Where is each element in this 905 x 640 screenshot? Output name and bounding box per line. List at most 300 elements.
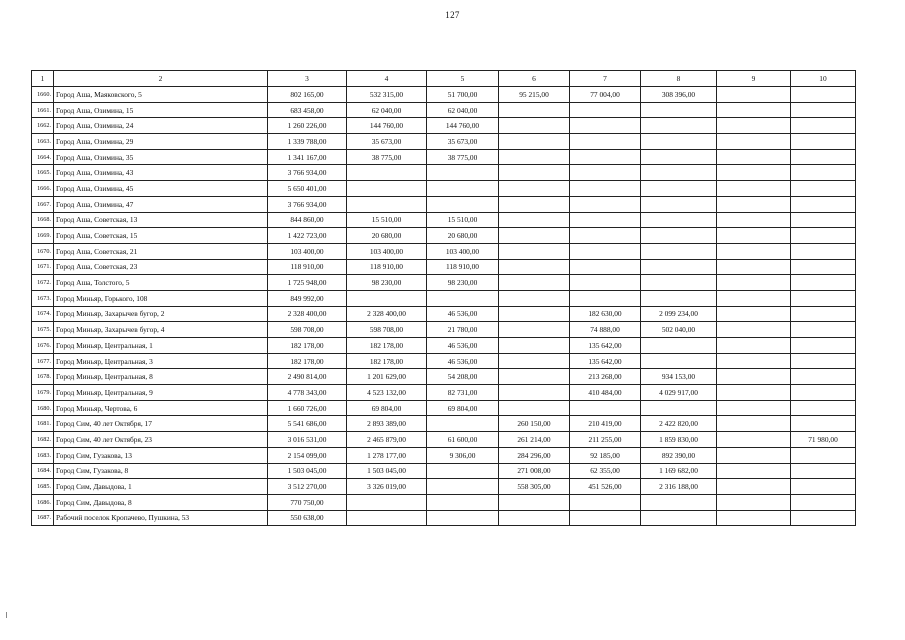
address: Город Аша, Озимина, 47	[54, 196, 268, 212]
col-7-value: 210 419,00	[570, 416, 641, 432]
col-8-value: 2 099 234,00	[641, 306, 717, 322]
column-header: 2	[54, 71, 268, 87]
col-8-value	[641, 196, 717, 212]
address: Город Миньяр, Захарычев бугор, 2	[54, 306, 268, 322]
address: Город Аша, Толстого, 5	[54, 275, 268, 291]
col-3-value: 598 708,00	[268, 322, 347, 338]
column-header: 10	[791, 71, 856, 87]
col-3-value: 1 422 723,00	[268, 228, 347, 244]
col-7-value	[570, 102, 641, 118]
col-4-value	[347, 290, 427, 306]
col-4-value: 2 328 400,00	[347, 306, 427, 322]
table-row	[32, 369, 856, 385]
col-4-value: 103 400,00	[347, 243, 427, 259]
col-7-value	[570, 259, 641, 275]
col-8-value	[641, 212, 717, 228]
row-number: 1670.	[32, 243, 54, 259]
address: Город Аша, Советская, 15	[54, 228, 268, 244]
col-4-value	[347, 165, 427, 181]
col-4-value: 69 804,00	[347, 400, 427, 416]
col-7-value	[570, 228, 641, 244]
row-number: 1663.	[32, 134, 54, 150]
column-header: 1	[32, 71, 54, 87]
col-7-value	[570, 118, 641, 134]
col-6-value	[499, 181, 570, 197]
col-10-value	[791, 181, 856, 197]
col-6-value	[499, 196, 570, 212]
col-6-value: 260 150,00	[499, 416, 570, 432]
col-4-value	[347, 181, 427, 197]
col-4-value: 182 178,00	[347, 353, 427, 369]
col-9-value	[717, 416, 791, 432]
col-9-value	[717, 369, 791, 385]
col-5-value: 69 804,00	[427, 400, 499, 416]
col-10-value	[791, 149, 856, 165]
address: Город Миньяр, Захарычев бугор, 4	[54, 322, 268, 338]
col-4-value: 98 230,00	[347, 275, 427, 291]
table-row	[32, 149, 856, 165]
col-8-value	[641, 275, 717, 291]
table-row	[32, 322, 856, 338]
col-10-value	[791, 510, 856, 526]
table-row	[32, 463, 856, 479]
col-6-value	[499, 165, 570, 181]
col-8-value	[641, 494, 717, 510]
col-5-value	[427, 165, 499, 181]
col-9-value	[717, 494, 791, 510]
col-10-value	[791, 400, 856, 416]
col-9-value	[717, 306, 791, 322]
col-8-value	[641, 181, 717, 197]
col-8-value: 502 040,00	[641, 322, 717, 338]
col-4-value: 532 315,00	[347, 87, 427, 103]
col-5-value: 61 600,00	[427, 432, 499, 448]
col-6-value	[499, 385, 570, 401]
col-3-value: 2 328 400,00	[268, 306, 347, 322]
col-9-value	[717, 134, 791, 150]
table-row	[32, 87, 856, 103]
row-number: 1669.	[32, 228, 54, 244]
col-9-value	[717, 447, 791, 463]
col-3-value: 1 339 788,00	[268, 134, 347, 150]
col-9-value	[717, 149, 791, 165]
col-10-value	[791, 228, 856, 244]
col-8-value: 1 169 682,00	[641, 463, 717, 479]
col-4-value: 1 201 629,00	[347, 369, 427, 385]
col-7-value	[570, 243, 641, 259]
col-8-value: 2 422 820,00	[641, 416, 717, 432]
col-5-value: 9 306,00	[427, 447, 499, 463]
col-9-value	[717, 181, 791, 197]
col-7-value	[570, 212, 641, 228]
table-row	[32, 134, 856, 150]
col-6-value	[499, 400, 570, 416]
col-10-value	[791, 306, 856, 322]
col-5-value: 35 673,00	[427, 134, 499, 150]
row-number: 1683.	[32, 447, 54, 463]
column-header: 3	[268, 71, 347, 87]
table-row	[32, 243, 856, 259]
address: Город Аша, Озимина, 35	[54, 149, 268, 165]
col-4-value: 598 708,00	[347, 322, 427, 338]
col-8-value	[641, 149, 717, 165]
col-6-value	[499, 290, 570, 306]
col-6-value: 284 296,00	[499, 447, 570, 463]
col-5-value	[427, 479, 499, 495]
col-3-value: 1 260 226,00	[268, 118, 347, 134]
col-10-value	[791, 338, 856, 354]
col-3-value: 802 165,00	[268, 87, 347, 103]
col-3-value: 118 910,00	[268, 259, 347, 275]
col-5-value: 118 910,00	[427, 259, 499, 275]
row-number: 1666.	[32, 181, 54, 197]
row-number: 1682.	[32, 432, 54, 448]
col-6-value: 95 215,00	[499, 87, 570, 103]
col-9-value	[717, 479, 791, 495]
col-8-value: 1 859 830,00	[641, 432, 717, 448]
col-7-value: 213 268,00	[570, 369, 641, 385]
col-6-value	[499, 494, 570, 510]
col-9-value	[717, 243, 791, 259]
address: Город Аша, Озимина, 45	[54, 181, 268, 197]
table-row	[32, 306, 856, 322]
col-9-value	[717, 463, 791, 479]
row-number: 1685.	[32, 479, 54, 495]
col-7-value	[570, 196, 641, 212]
col-3-value: 3 766 934,00	[268, 196, 347, 212]
col-5-value	[427, 510, 499, 526]
col-6-value	[499, 510, 570, 526]
col-5-value: 46 536,00	[427, 306, 499, 322]
col-5-value	[427, 196, 499, 212]
col-5-value: 144 760,00	[427, 118, 499, 134]
col-10-value	[791, 243, 856, 259]
row-number: 1687.	[32, 510, 54, 526]
address: Город Аша, Советская, 13	[54, 212, 268, 228]
address: Город Миньяр, Чертова, 6	[54, 400, 268, 416]
col-7-value	[570, 149, 641, 165]
col-4-value	[347, 510, 427, 526]
col-10-value: 71 980,00	[791, 432, 856, 448]
col-5-value: 38 775,00	[427, 149, 499, 165]
col-3-value: 849 992,00	[268, 290, 347, 306]
col-4-value: 4 523 132,00	[347, 385, 427, 401]
col-10-value	[791, 275, 856, 291]
col-5-value	[427, 463, 499, 479]
col-4-value: 15 510,00	[347, 212, 427, 228]
col-8-value	[641, 165, 717, 181]
table-row	[32, 432, 856, 448]
col-4-value	[347, 494, 427, 510]
col-5-value: 51 700,00	[427, 87, 499, 103]
col-5-value: 54 208,00	[427, 369, 499, 385]
row-number: 1675.	[32, 322, 54, 338]
row-number: 1676.	[32, 338, 54, 354]
table-body	[32, 87, 856, 526]
col-7-value	[570, 400, 641, 416]
col-3-value: 2 490 814,00	[268, 369, 347, 385]
table-row	[32, 259, 856, 275]
col-3-value: 683 458,00	[268, 102, 347, 118]
col-9-value	[717, 275, 791, 291]
col-4-value: 1 278 177,00	[347, 447, 427, 463]
col-10-value	[791, 369, 856, 385]
address: Город Миньяр, Центральная, 9	[54, 385, 268, 401]
table-row	[32, 400, 856, 416]
col-6-value	[499, 243, 570, 259]
row-number: 1662.	[32, 118, 54, 134]
col-3-value: 844 860,00	[268, 212, 347, 228]
table-row	[32, 510, 856, 526]
col-10-value	[791, 102, 856, 118]
row-number: 1660.	[32, 87, 54, 103]
address: Город Сим, 40 лет Октября, 23	[54, 432, 268, 448]
address: Город Сим, Гузакова, 13	[54, 447, 268, 463]
col-5-value: 21 780,00	[427, 322, 499, 338]
col-5-value	[427, 181, 499, 197]
col-10-value	[791, 494, 856, 510]
address: Город Аша, Маяковского, 5	[54, 87, 268, 103]
col-3-value: 1 503 045,00	[268, 463, 347, 479]
table-row	[32, 416, 856, 432]
table-row	[32, 212, 856, 228]
col-8-value	[641, 353, 717, 369]
address: Город Аша, Озимина, 29	[54, 134, 268, 150]
col-3-value: 770 750,00	[268, 494, 347, 510]
col-3-value: 103 400,00	[268, 243, 347, 259]
col-4-value: 182 178,00	[347, 338, 427, 354]
col-5-value: 98 230,00	[427, 275, 499, 291]
col-4-value: 144 760,00	[347, 118, 427, 134]
col-4-value: 1 503 045,00	[347, 463, 427, 479]
col-3-value: 4 778 343,00	[268, 385, 347, 401]
col-9-value	[717, 102, 791, 118]
page-number: 127	[445, 10, 460, 20]
address: Город Миньяр, Центральная, 1	[54, 338, 268, 354]
register-table	[31, 70, 856, 526]
col-7-value	[570, 165, 641, 181]
table-row	[32, 290, 856, 306]
col-4-value: 62 040,00	[347, 102, 427, 118]
col-9-value	[717, 353, 791, 369]
col-10-value	[791, 353, 856, 369]
scan-edge-mark	[6, 612, 7, 618]
col-5-value: 62 040,00	[427, 102, 499, 118]
col-9-value	[717, 87, 791, 103]
col-10-value	[791, 463, 856, 479]
col-10-value	[791, 87, 856, 103]
col-3-value: 550 638,00	[268, 510, 347, 526]
col-7-value: 74 888,00	[570, 322, 641, 338]
col-8-value	[641, 228, 717, 244]
col-8-value	[641, 510, 717, 526]
table-header-row	[32, 71, 856, 87]
col-10-value	[791, 134, 856, 150]
col-4-value: 20 680,00	[347, 228, 427, 244]
address: Город Миньяр, Горького, 108	[54, 290, 268, 306]
col-4-value: 35 673,00	[347, 134, 427, 150]
col-3-value: 3 016 531,00	[268, 432, 347, 448]
row-number: 1684.	[32, 463, 54, 479]
col-7-value	[570, 510, 641, 526]
col-7-value: 135 642,00	[570, 338, 641, 354]
table-row	[32, 196, 856, 212]
col-8-value	[641, 338, 717, 354]
col-6-value	[499, 212, 570, 228]
col-5-value: 103 400,00	[427, 243, 499, 259]
table-row	[32, 165, 856, 181]
col-7-value	[570, 181, 641, 197]
col-3-value: 1 725 948,00	[268, 275, 347, 291]
column-header: 8	[641, 71, 717, 87]
col-7-value	[570, 494, 641, 510]
row-number: 1672.	[32, 275, 54, 291]
col-10-value	[791, 165, 856, 181]
col-5-value	[427, 290, 499, 306]
col-9-value	[717, 290, 791, 306]
col-8-value: 308 396,00	[641, 87, 717, 103]
col-3-value: 5 541 686,00	[268, 416, 347, 432]
table-row	[32, 385, 856, 401]
col-9-value	[717, 228, 791, 244]
col-5-value	[427, 416, 499, 432]
address: Город Сим, Гузакова, 8	[54, 463, 268, 479]
column-header: 6	[499, 71, 570, 87]
col-8-value	[641, 243, 717, 259]
row-number: 1661.	[32, 102, 54, 118]
row-number: 1680.	[32, 400, 54, 416]
address: Город Сим, Давыдова, 1	[54, 479, 268, 495]
col-7-value: 451 526,00	[570, 479, 641, 495]
col-5-value: 15 510,00	[427, 212, 499, 228]
row-number: 1671.	[32, 259, 54, 275]
address: Рабочий поселок Кропачево, Пушкина, 53	[54, 510, 268, 526]
row-number: 1667.	[32, 196, 54, 212]
col-6-value	[499, 228, 570, 244]
col-3-value: 3 512 270,00	[268, 479, 347, 495]
row-number: 1665.	[32, 165, 54, 181]
col-8-value: 2 316 188,00	[641, 479, 717, 495]
col-8-value: 892 390,00	[641, 447, 717, 463]
row-number: 1673.	[32, 290, 54, 306]
col-9-value	[717, 212, 791, 228]
col-7-value: 410 484,00	[570, 385, 641, 401]
col-10-value	[791, 196, 856, 212]
row-number: 1664.	[32, 149, 54, 165]
row-number: 1674.	[32, 306, 54, 322]
table-row	[32, 353, 856, 369]
row-number: 1678.	[32, 369, 54, 385]
col-7-value	[570, 134, 641, 150]
col-6-value: 271 008,00	[499, 463, 570, 479]
col-5-value	[427, 494, 499, 510]
col-3-value: 1 660 726,00	[268, 400, 347, 416]
address: Город Аша, Озимина, 43	[54, 165, 268, 181]
col-6-value	[499, 275, 570, 291]
col-8-value	[641, 118, 717, 134]
col-5-value: 82 731,00	[427, 385, 499, 401]
table-row	[32, 118, 856, 134]
col-8-value	[641, 102, 717, 118]
col-7-value: 77 004,00	[570, 87, 641, 103]
column-header: 4	[347, 71, 427, 87]
col-10-value	[791, 447, 856, 463]
col-7-value	[570, 275, 641, 291]
col-10-value	[791, 118, 856, 134]
col-3-value: 182 178,00	[268, 338, 347, 354]
row-number: 1668.	[32, 212, 54, 228]
col-6-value	[499, 306, 570, 322]
col-6-value	[499, 338, 570, 354]
col-8-value	[641, 134, 717, 150]
col-3-value: 2 154 099,00	[268, 447, 347, 463]
col-9-value	[717, 385, 791, 401]
col-6-value	[499, 134, 570, 150]
address: Город Сим, 40 лет Октября, 17	[54, 416, 268, 432]
col-5-value: 46 536,00	[427, 353, 499, 369]
address: Город Аша, Озимина, 24	[54, 118, 268, 134]
table-row	[32, 275, 856, 291]
col-3-value: 5 650 401,00	[268, 181, 347, 197]
table-row	[32, 479, 856, 495]
col-7-value: 92 185,00	[570, 447, 641, 463]
col-8-value: 4 029 917,00	[641, 385, 717, 401]
col-9-value	[717, 338, 791, 354]
col-10-value	[791, 290, 856, 306]
col-10-value	[791, 416, 856, 432]
col-3-value: 3 766 934,00	[268, 165, 347, 181]
column-header: 9	[717, 71, 791, 87]
col-5-value: 20 680,00	[427, 228, 499, 244]
col-3-value: 182 178,00	[268, 353, 347, 369]
col-4-value: 118 910,00	[347, 259, 427, 275]
col-6-value: 261 214,00	[499, 432, 570, 448]
col-9-value	[717, 259, 791, 275]
col-9-value	[717, 510, 791, 526]
col-9-value	[717, 322, 791, 338]
table-row	[32, 494, 856, 510]
table-row	[32, 228, 856, 244]
col-7-value	[570, 290, 641, 306]
address: Город Аша, Советская, 23	[54, 259, 268, 275]
column-header: 5	[427, 71, 499, 87]
row-number: 1686.	[32, 494, 54, 510]
col-10-value	[791, 259, 856, 275]
table-row	[32, 102, 856, 118]
address: Город Сим, Давыдова, 8	[54, 494, 268, 510]
col-4-value	[347, 196, 427, 212]
col-4-value: 38 775,00	[347, 149, 427, 165]
col-9-value	[717, 432, 791, 448]
col-10-value	[791, 212, 856, 228]
col-4-value: 2 893 389,00	[347, 416, 427, 432]
col-10-value	[791, 385, 856, 401]
row-number: 1681.	[32, 416, 54, 432]
address: Город Миньяр, Центральная, 3	[54, 353, 268, 369]
column-header: 7	[570, 71, 641, 87]
col-6-value	[499, 259, 570, 275]
col-8-value	[641, 400, 717, 416]
row-number: 1679.	[32, 385, 54, 401]
table-row	[32, 447, 856, 463]
col-7-value: 182 630,00	[570, 306, 641, 322]
col-9-value	[717, 118, 791, 134]
col-9-value	[717, 165, 791, 181]
col-6-value	[499, 369, 570, 385]
col-8-value: 934 153,00	[641, 369, 717, 385]
row-number: 1677.	[32, 353, 54, 369]
table-row	[32, 338, 856, 354]
